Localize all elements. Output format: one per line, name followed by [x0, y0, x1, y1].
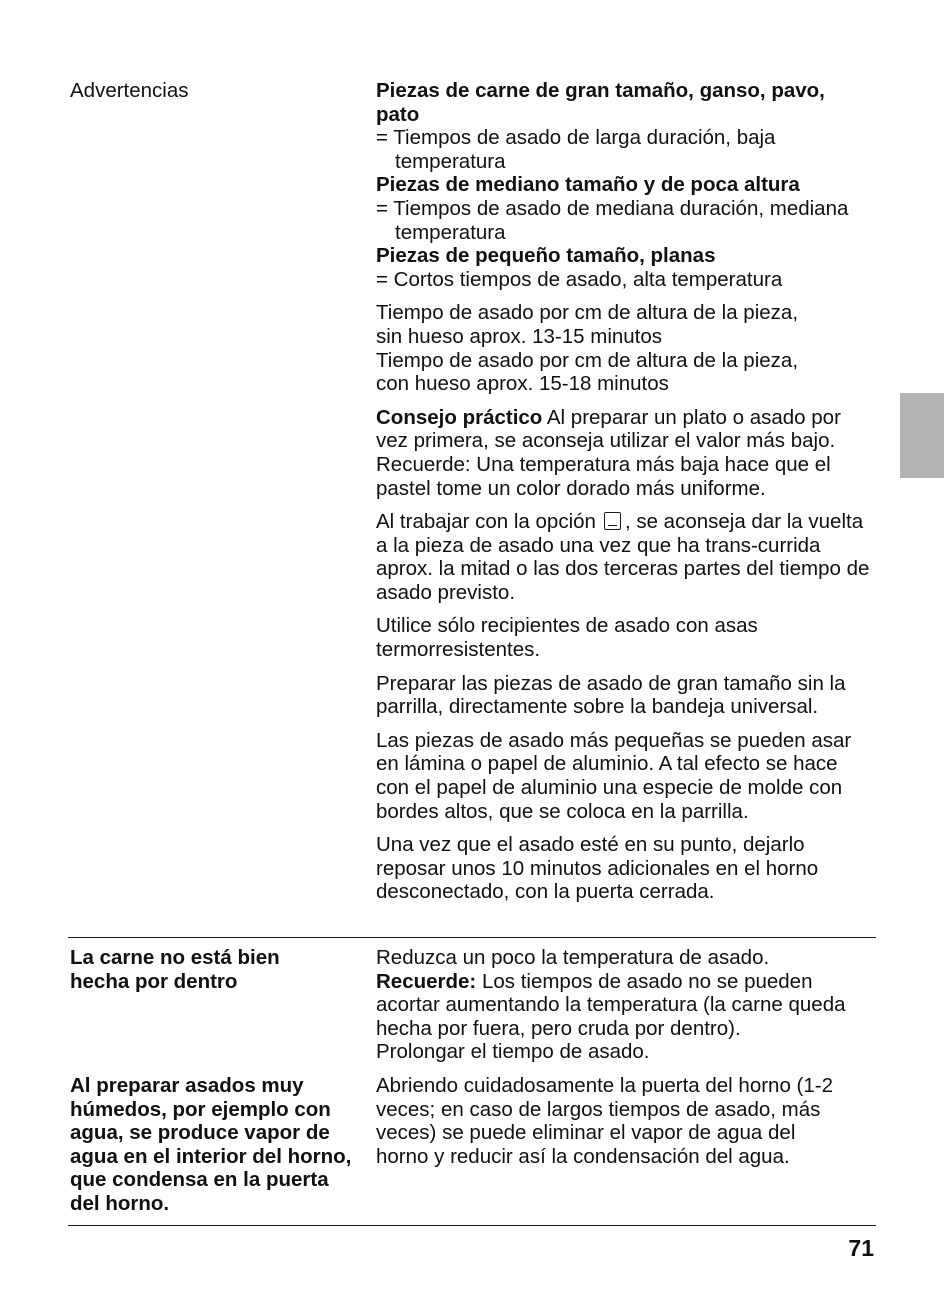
page-number: 71 [848, 1235, 874, 1261]
small-pieces-paragraph: Las piezas de asado más pequeñas se pueden asar en lámina o papel de aluminio. A tal efecto se hace con el papel de aluminio una especie de molde con bordes altos, que se coloca en la parrilla. [376, 728, 852, 823]
solution-line: Prolongar el tiempo de asado. [376, 1040, 650, 1064]
solution-undercooked [376, 946, 876, 1064]
solution-line: Reduzca un poco la temperatura de asado. [376, 946, 770, 969]
tip-label: Consejo práctico [376, 405, 543, 429]
table-divider [68, 937, 876, 938]
option-paragraph [376, 510, 876, 604]
tip-text: Al preparar un plato o asado por vez primera, se aconseja utilizar el valor más bajo. Recuerde: Una temperatura más baja hace que el pastel tome un color dorado más uniforme. [376, 405, 841, 500]
note-text: Los tiempos de asado no se pueden acortar aumentando la temperatura (la carne queda hecha por fuera, pero cruda por dentro). [376, 969, 846, 1040]
section-tab [900, 393, 944, 478]
large-pieces-text: = Tiempos de asado de larga duración, baja temperatura [376, 126, 776, 173]
problem-undercooked: La carne no está bien hecha por dentro [70, 946, 280, 993]
large-pieces-heading: Piezas de carne de gran tamaño, ganso, pavo, pato [376, 79, 825, 126]
small-pieces-heading: Piezas de pequeño tamaño, planas [376, 244, 716, 268]
large-pieces-paragraph: Preparar las piezas de asado de gran tamaño sin la parrilla, directamente sobre la bandeja universal. [376, 671, 846, 719]
advertencias-content [376, 79, 876, 904]
small-pieces-text: = Cortos tiempos de asado, alta temperatura [376, 267, 783, 291]
time-line: sin hueso aprox. 13-15 minutos [376, 324, 663, 348]
time-line: Tiempo de asado por cm de altura de la pieza, [376, 301, 799, 325]
advertencias-label: Advertencias [70, 79, 189, 102]
solution-note [376, 970, 876, 1041]
solution-condensation: Abriendo cuidadosamente la puerta del horno (1-2 veces; en caso de largos tiempos de asado, más veces) se puede eliminar el vapor de agua del horno y reducir así la condensación del agua. [376, 1074, 833, 1168]
medium-pieces-heading: Piezas de mediano tamaño y de poca altura [376, 173, 800, 197]
problem-condensation: Al preparar asados muy húmedos, por ejemplo con agua, se produce vapor de agua en el interior del horno, que condensa en la puerta del horno. [70, 1074, 352, 1215]
option-text-before: Al trabajar con la opción [376, 510, 596, 534]
time-line: Tiempo de asado por cm de altura de la pieza, [376, 348, 799, 372]
option-text-after: , se aconseja dar la vuelta a la pieza de asado una vez que ha trans-currida aprox. la mitad o las dos terceras partes del tiempo de asado previsto. [376, 510, 870, 604]
tip-paragraph [376, 406, 876, 500]
roasting-time-block [376, 301, 876, 395]
containers-paragraph: Utilice sólo recipientes de asado con asas termorresistentes. [376, 614, 758, 662]
rest-paragraph: Una vez que el asado esté en su punto, dejarlo reposar unos 10 minutos adicionales en el horno desconectado, con la puerta cerrada. [376, 833, 819, 904]
time-line: con hueso aprox. 15-18 minutos [376, 372, 669, 396]
table-bottom-rule [68, 1225, 876, 1226]
note-label: Recuerde: [376, 969, 477, 993]
medium-pieces-text: = Tiempos de asado de mediana duración, mediana temperatura [376, 196, 849, 244]
oven-mode-icon [604, 512, 621, 530]
